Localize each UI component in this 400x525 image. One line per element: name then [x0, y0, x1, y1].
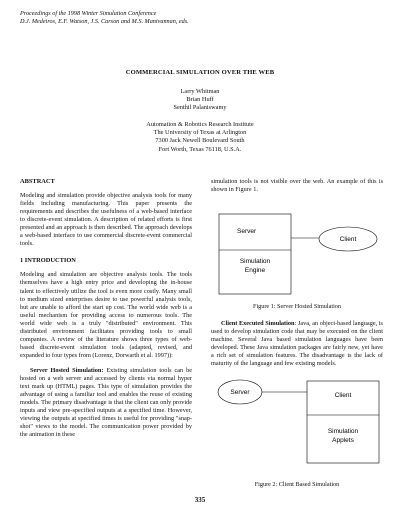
page-number: 335 — [194, 496, 206, 504]
affiliation-line: The University of Texas at Arlington — [153, 129, 247, 137]
author-name: Brian Huff — [186, 96, 214, 104]
server-box — [219, 214, 291, 294]
author-list — [0, 88, 400, 113]
engine-label-line-2: Engine — [244, 267, 266, 275]
applets-label-line-1: Simulation — [327, 428, 359, 436]
proceedings-line-1: Proceedings of the 1998 Winter Simulation Conference — [20, 10, 157, 17]
client-executed-term: Client Executed Simulation — [221, 320, 295, 328]
server-hosted-paragraph — [20, 367, 192, 439]
continued-paragraph: simulation tools is not visible over the web. An example of this is shown in Figure 1. — [211, 178, 383, 194]
figure-2-diagram — [211, 375, 383, 481]
author-name: Senthil Palaniswamy — [173, 104, 227, 112]
figure-2 — [211, 375, 383, 481]
figure-2-caption: Figure 2: Client Based Simulation — [254, 481, 340, 489]
client-executed-paragraph — [211, 320, 383, 368]
client-label: Client — [334, 392, 352, 400]
client-executed-text: : Java, an object-based language, is used to develop simulation code that may be executed on the client machine. Several Java based simulation languages have been developed. These Java simulation packages are fairly new, yet have a rich set of simulation features. The disadvantage is the lack of maturity of the language and few existing models. — [211, 320, 383, 368]
server-label: Server — [237, 228, 257, 236]
affiliation-line: 7300 Jack Newell Boulevard South — [155, 137, 245, 145]
author-name: Larry Whitman — [180, 88, 220, 95]
figure-1-caption: Figure 1: Server Hosted Simulation — [253, 303, 341, 311]
abstract-heading: ABSTRACT — [20, 178, 55, 185]
right-column — [211, 178, 383, 498]
paper-title: COMMERCIAL SIMULATION OVER THE WEB — [125, 69, 275, 76]
applets-label-line-2: Applets — [332, 437, 354, 445]
affiliation-line: Fort Worth, Texas 76118, U.S.A. — [158, 145, 242, 153]
server-hosted-term: Server Hosted Simulation: — [30, 366, 104, 374]
figure-1 — [211, 201, 383, 303]
proceedings-header — [20, 10, 189, 26]
client-label: Client — [339, 236, 357, 244]
abstract-text: Modeling and simulation provide objective analysis tools for many fields including manufacturing. This paper presents the requirements and describes the usefulness of a web-based interface to discrete-event simulation. A description of related efforts is first presented and an approach is then described. The approach develops a web-based interface to use commercial discrete-event commercial tools. — [20, 192, 192, 248]
proceedings-editors: D.J. Medeiros, E.F. Watson, J.S. Carson and M.S. Manivannan, eds. — [20, 18, 189, 25]
figure-1-diagram — [211, 201, 383, 303]
server-hosted-text: Existing simulation tools can be hosted on a web server and accessed by clients via normal hyper text mark up (HTML) pages. This type of simulation provides the advantage of using a familiar tool and enables the reuse of existing models. The primary disadvantage is that the client can only provide inputs and view pre-specified outputs at a specified time. However, viewing the outputs at specified times is useful for providing "snap-shot" views to the model. The communication power provided by the animation in these — [20, 366, 192, 439]
introduction-heading: 1 INTRODUCTION — [20, 257, 76, 265]
left-column — [20, 178, 192, 446]
affiliation-block — [0, 121, 400, 154]
engine-label-line-1: Simulation — [239, 258, 271, 266]
affiliation-line: Automation & Robotics Research Institute — [146, 121, 254, 128]
server-label: Server — [230, 389, 250, 397]
introduction-paragraph: Modeling and simulation are objective analysis tools. The tools themselves have a high entry price and developing the in-house talent to effectively utilize the tool is even more costly. Many small to medium sized enterprises desire to use powerful analysis tools, but are unable to afford the start up cost. The world wide web is a useful mechanism for providing access to numerous tools. The world wide web is a truly "distributed" environment. This distributed environment facilitates providing tools to small companies. A review of the literature shows three types of web-based discrete-event simulation tools (adapted, revised, and expanded to four types from (Lorenz, Dorwarth et al. 1997)): — [20, 271, 192, 359]
